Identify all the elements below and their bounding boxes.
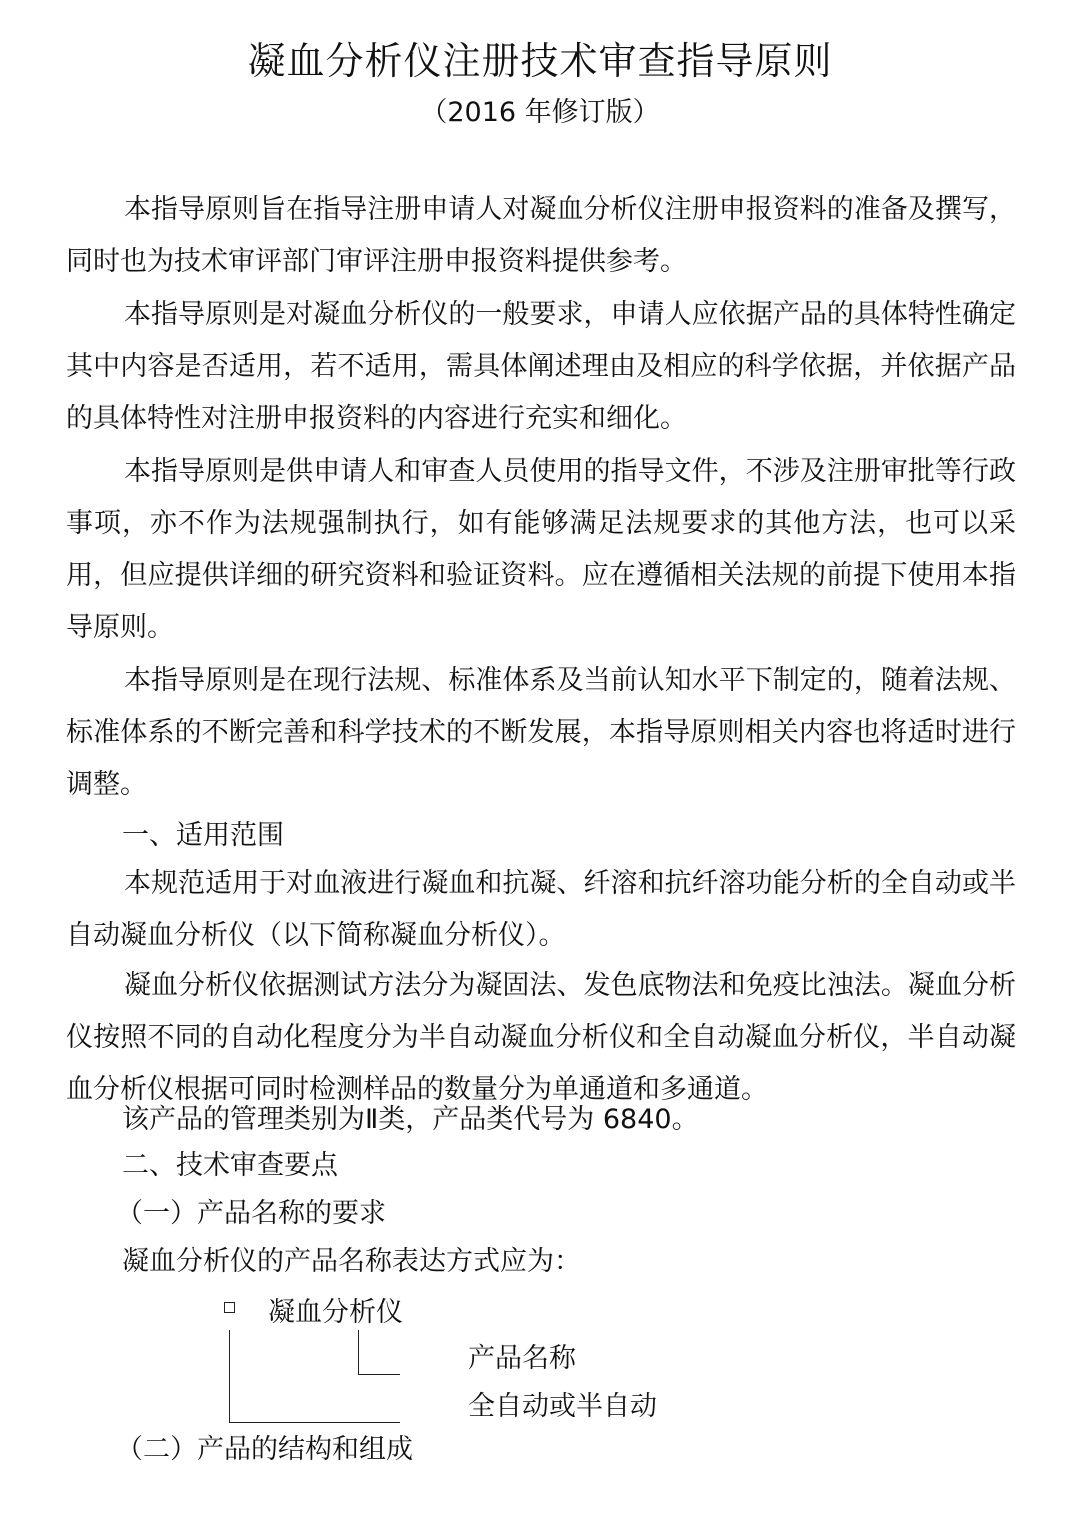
- diagram-product-name-label: 产品名称: [468, 1343, 576, 1374]
- intro-paragraph-2: [66, 289, 1016, 445]
- paragraph-text: 本指导原则是对凝血分析仪的一般要求，申请人应依据产品的具体特性确定其中内容是否适用，若不适用，需具体阐述理由及相应的科学依据，并依据产品的具体特性对注册申报资料的内容进行充实和细化。: [66, 299, 1016, 434]
- document-subtitle: （2016 年修订版）: [420, 97, 660, 128]
- intro-paragraph-3: [66, 446, 1016, 654]
- connector-line-automation: [229, 1330, 230, 1422]
- paragraph-text: 凝血分析仪依据测试方法分为凝固法、发色底物法和免疫比浊法。凝血分析仪按照不同的自动化程度分为半自动凝血分析仪和全自动凝血分析仪，半自动凝血分析仪根据可同时检测样品的数量分为单通道和多通道。: [66, 970, 1016, 1105]
- connector-line-automation-h: [229, 1422, 400, 1423]
- product-name-format-text: 凝血分析仪的产品名称表达方式应为：: [122, 1246, 581, 1277]
- paragraph-text: 本指导原则旨在指导注册申请人对凝血分析仪注册申报资料的准备及撰写，同时也为技术审评部门审评注册申报资料提供参考。: [66, 194, 1016, 277]
- scope-paragraph-2: [66, 960, 1016, 1116]
- paragraph-text: 本指导原则是在现行法规、标准体系及当前认知水平下制定的，随着法规、标准体系的不断完善和科学技术的不断发展，本指导原则相关内容也将适时进行调整。: [66, 665, 1016, 800]
- section-2-heading: 二、技术审查要点: [122, 1150, 338, 1181]
- scope-paragraph-1: [66, 858, 1016, 962]
- paragraph-text: 本规范适用于对血液进行凝血和抗凝、纤溶和抗纤溶功能分析的全自动或半自动凝血分析仪（以下简称凝血分析仪）。: [66, 868, 1016, 951]
- intro-paragraph-4: [66, 655, 1016, 811]
- classification-line: 该产品的管理类别为Ⅱ类，产品类代号为 6840。: [122, 1104, 699, 1135]
- intro-paragraph-1: [66, 184, 1016, 288]
- diagram-main-label: 凝血分析仪: [268, 1297, 403, 1328]
- document-title: 凝血分析仪注册技术审查指导原则: [247, 39, 833, 83]
- connector-line-product-name: [358, 1330, 359, 1374]
- paragraph-text: 本指导原则是供申请人和审查人员使用的指导文件，不涉及注册审批等行政事项，亦不作为法规强制执行，如有能够满足法规要求的其他方法，也可以采用，但应提供详细的研究资料和验证资料。应在遵循相关法规的前提下使用本指导原则。: [66, 456, 1016, 643]
- placeholder-box-icon: [224, 1302, 235, 1313]
- connector-line-product-name-h: [358, 1374, 400, 1375]
- section-1-heading: 一、适用范围: [122, 820, 284, 851]
- subsection-2-heading: （二）产品的结构和组成: [116, 1434, 413, 1465]
- diagram-automation-label: 全自动或半自动: [468, 1391, 657, 1422]
- subsection-1-heading: （一）产品名称的要求: [116, 1198, 386, 1229]
